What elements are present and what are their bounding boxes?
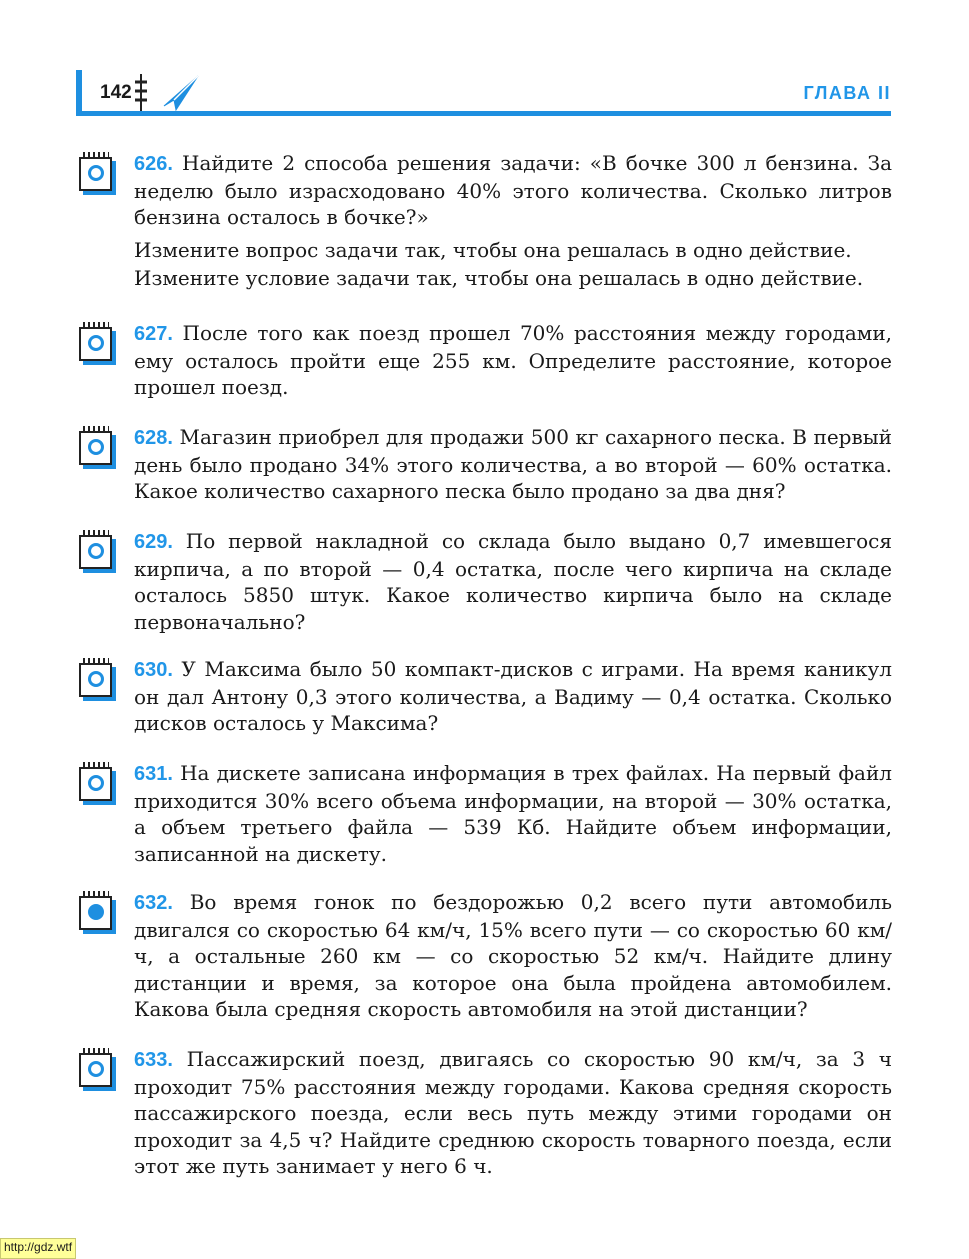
page-number-box <box>76 70 136 116</box>
notebook-icon <box>79 533 115 571</box>
problem-text <box>134 889 892 1023</box>
watermark-link[interactable]: http://gdz.wtf <box>0 1238 76 1259</box>
problem-extra: Измените вопрос задачи так, чтобы она решалась в одно действие. <box>134 237 852 262</box>
problem-number: 630. <box>134 659 173 681</box>
chapter-title: ГЛАВА II <box>803 83 891 103</box>
notebook-icon <box>79 1051 115 1089</box>
problem-text <box>134 424 892 505</box>
notebook-icon <box>79 661 115 699</box>
page-number: 142 <box>100 82 132 103</box>
problem-body: Магазин приобрел для продажи 500 кг сахарного песка. В первый день было продано 34% этого количества, а во второй — 60% остатка. Какое количество сахарного песка было продано за два дня? <box>134 425 892 503</box>
problem-text <box>134 656 892 737</box>
header-divider <box>76 111 891 116</box>
notebook-icon <box>79 325 115 363</box>
problem-body: После того как поезд прошел 70% расстояния между городами, ему осталось пройти еще 255 км. Определите расстояние, которое прошел поезд. <box>134 321 893 399</box>
problem-number: 631. <box>134 763 173 785</box>
problem-number: 629. <box>134 531 173 553</box>
spiral-binding-icon <box>134 74 148 114</box>
notebook-icon <box>79 429 115 467</box>
notebook-icon <box>79 155 115 193</box>
problem-text <box>134 528 892 635</box>
problem-body: Пассажирский поезд, двигаясь со скоростью 90 км/ч, за 3 ч проходит 75% расстояния между городами. Какова средняя скорость пассажирского поезда, если весь путь между этими городами он проходит за 4,5 ч? Найдите среднюю скорость товарного поезда, если этот же путь занимает у него 6 ч. <box>134 1047 892 1178</box>
problem-number: 628. <box>134 427 173 449</box>
problem-body: По первой накладной со склада было выдано 0,7 имевшегося кирпича, а по второй — 0,4 остатка, после чего кирпича на складе осталось 5850 штук. Какое количество кирпича было на складе первоначально? <box>134 529 892 634</box>
problem-number: 633. <box>134 1049 173 1071</box>
problem-body: Найдите 2 способа решения задачи: «В бочке 300 л бензина. За неделю было израсходовано 40% этого количества. Сколько литров бензина осталось в бочке?» <box>134 151 893 229</box>
notebook-icon <box>79 894 115 932</box>
problem-number: 626. <box>134 153 173 175</box>
problem-body: Во время гонок по бездорожью 0,2 всего пути автомобиль двигался со скоростью 64 км/ч, 15% всего пути — со скоростью 60 км/ч, а остальные 260 км — со скоростью 52 км/ч. Найдите длину дистанции и время, за которое она была пройдена автомобилем. Какова была средняя скорость автомобиля на этой дистанции? <box>134 890 892 1021</box>
paper-plane-icon <box>162 72 202 114</box>
notebook-icon <box>79 765 115 803</box>
problem-text <box>134 150 892 292</box>
problem-number: 627. <box>134 323 173 345</box>
problem-number: 632. <box>134 892 173 914</box>
problem-body: На дискете записана информация в трех файлах. На первый файл приходится 30% всего объема информации, на второй — 30% остатка, а объем третьего файла — 539 Кб. Найдите объем информации, записанной на дискету. <box>134 761 893 866</box>
problem-text <box>134 320 892 401</box>
problem-body: У Максима было 50 компакт-дисков с играми. На время каникул он дал Антону 0,3 этого количества, а Вадиму — 0,4 остатка. Сколько дисков осталось у Максима? <box>134 657 892 735</box>
problem-extra: Измените условие задачи так, чтобы она решалась в одно действие. <box>134 266 864 290</box>
page-header <box>76 70 891 122</box>
problem-text <box>134 1046 892 1180</box>
problem-text <box>134 760 892 867</box>
